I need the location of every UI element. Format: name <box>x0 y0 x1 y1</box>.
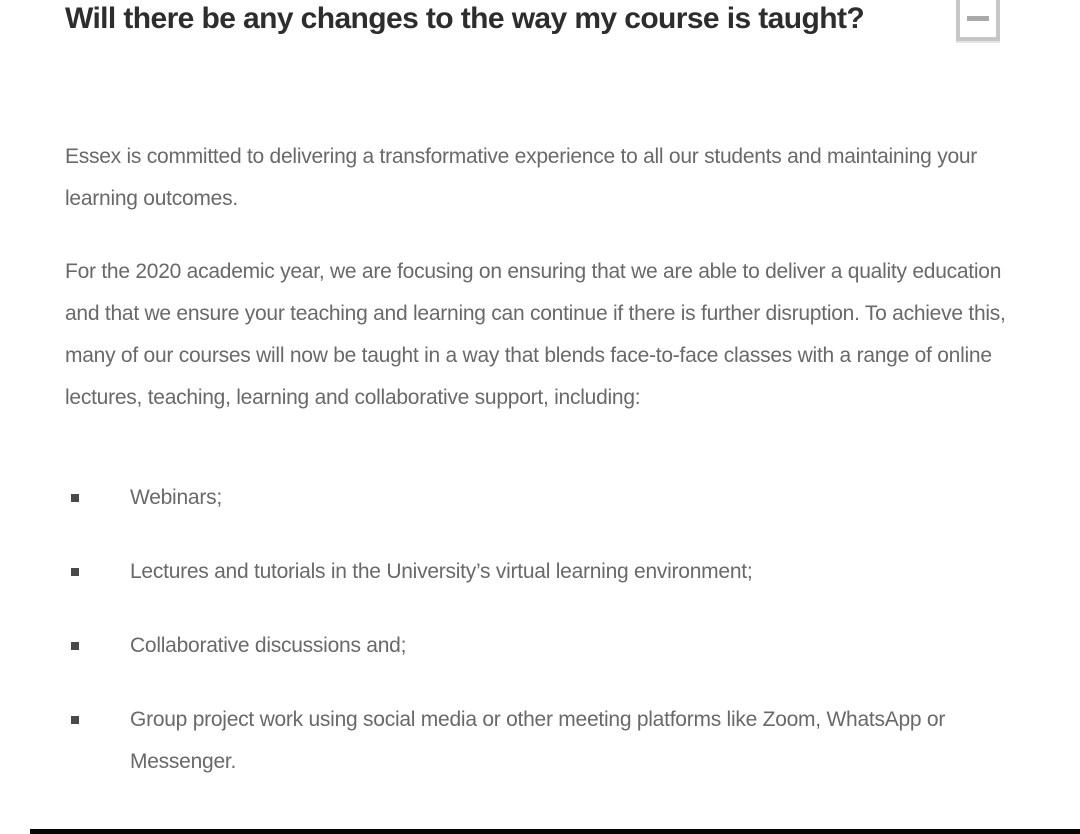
list-item-text: Collaborative discussions and; <box>130 634 407 657</box>
faq-question-row <box>0 0 1080 37</box>
list-item <box>65 477 975 519</box>
list-item <box>65 699 975 783</box>
answer-paragraph: Essex is committed to delivering a transformative experience to all our students and maintaining your learning outcomes. <box>65 145 978 210</box>
faq-question-heading[interactable]: Will there be any changes to the way my course is taught? <box>65 2 865 35</box>
list-item <box>65 625 975 667</box>
answer-paragraph: For the 2020 academic year, we are focusing on ensuring that we are able to deliver a quality education and that we ensure your teaching and learning can continue if there is further disruption. To achieve this, many of our courses will now be taught in a way that blends face-to-face classes with a range of online lectures, teaching, learning and collaborative support, including: <box>65 260 1006 409</box>
answer-bullet-list <box>65 477 1080 783</box>
square-bullet-icon <box>71 716 79 724</box>
list-item-text: Group project work using social media or other meeting platforms like Zoom, WhatsApp or Messenger. <box>130 708 946 773</box>
square-bullet-icon <box>71 494 79 502</box>
list-item-text: Webinars; <box>130 486 222 509</box>
square-bullet-icon <box>71 568 79 576</box>
minus-icon <box>967 16 989 21</box>
faq-answer <box>0 136 1080 783</box>
collapse-toggle-button[interactable] <box>956 0 1000 41</box>
list-item-text: Lectures and tutorials in the University’s virtual learning environment; <box>130 560 753 583</box>
list-item <box>65 551 975 593</box>
bottom-divider-bar <box>30 829 1080 834</box>
square-bullet-icon <box>71 642 79 650</box>
